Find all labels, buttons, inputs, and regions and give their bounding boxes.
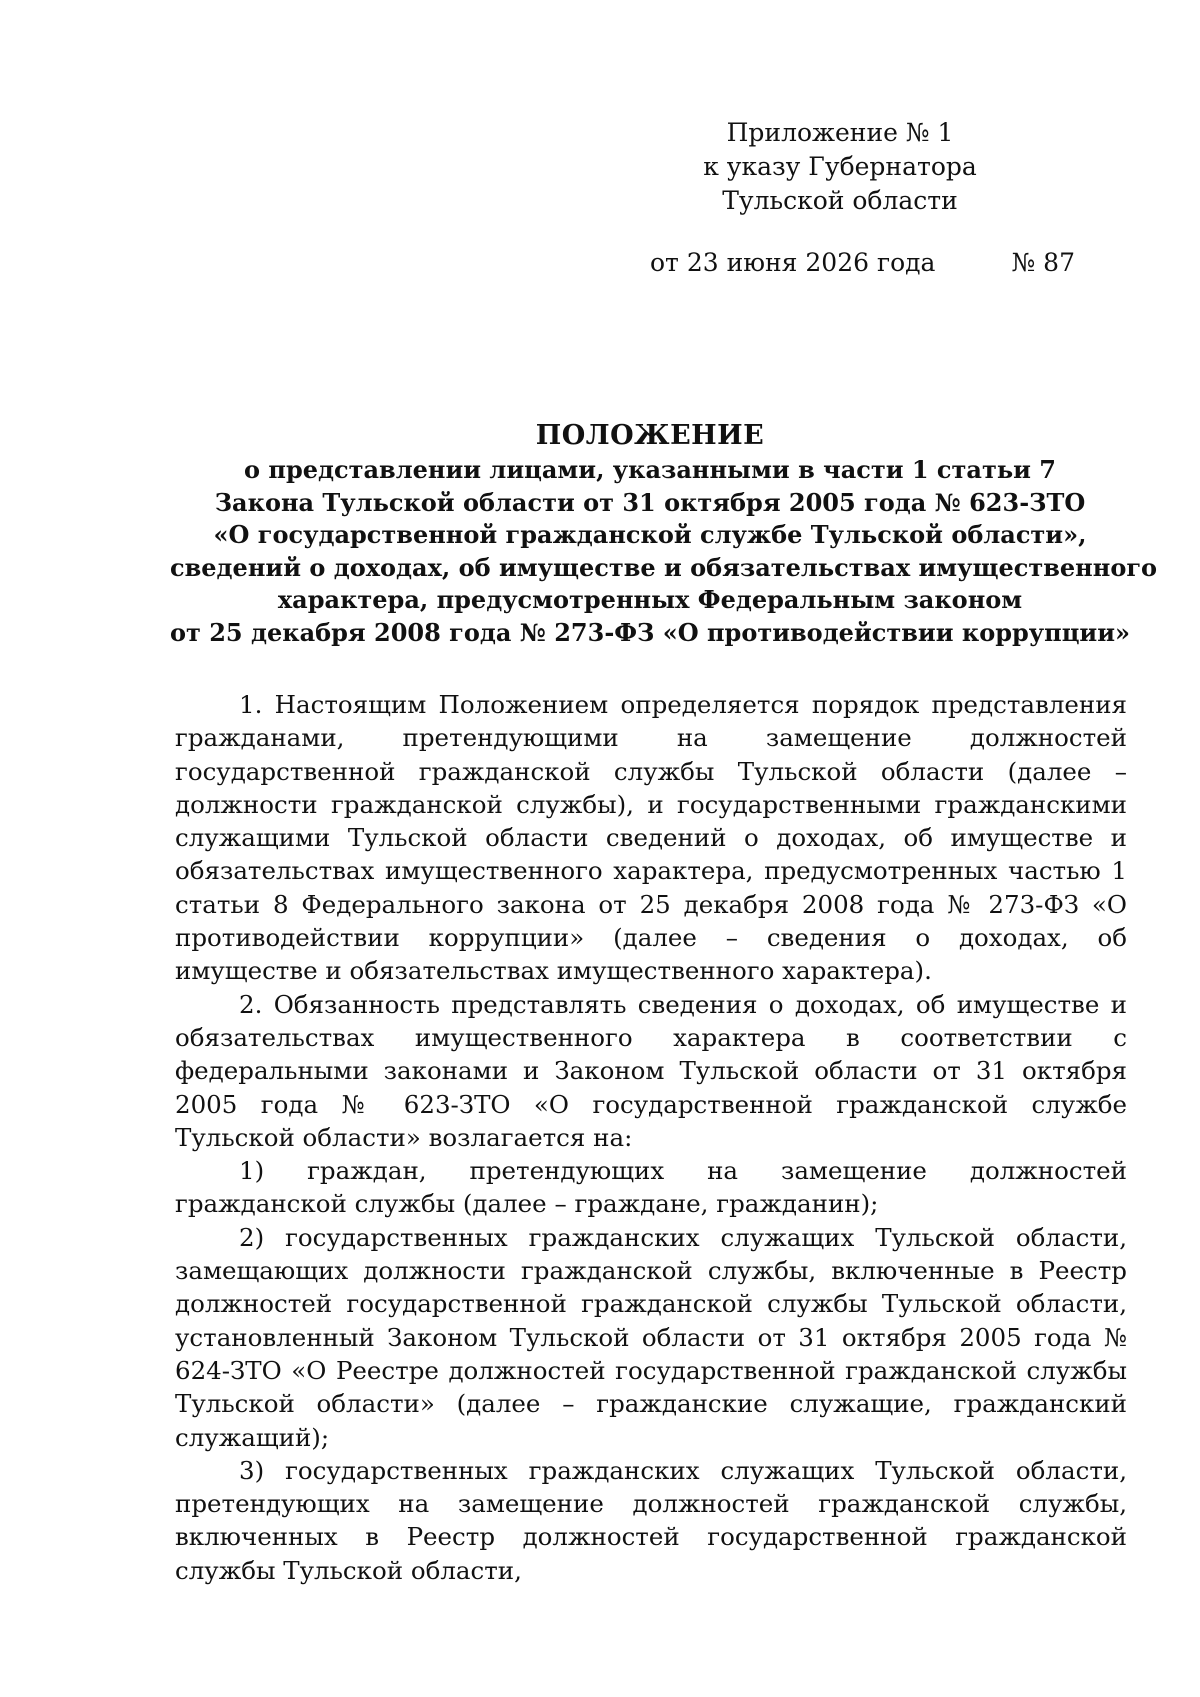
decree-date: от 23 июня 2026 года — [650, 248, 936, 277]
subtitle-line: сведений о доходах, об имуществе и обязательствах имущественного — [170, 552, 1158, 582]
annex-region: Тульской области — [722, 186, 958, 215]
subtitle-line: от 25 декабря 2008 года № 273-ФЗ «О противодействии коррупции» — [170, 617, 1131, 647]
paragraph-2: 2. Обязанность представлять сведения о доходах, об имуществе и обязательствах имущественного характера в соответствии с федеральными законами и Законом Тульской области от 31 октября 2005 года № 623-ЗТО «О государственной гражданской службе Тульской области» возлагается на: — [175, 989, 1127, 1152]
annex-decree-ref: к указу Губернатора — [703, 152, 977, 181]
annex-number: Приложение № 1 — [726, 118, 954, 147]
document-title: ПОЛОЖЕНИЕ — [535, 420, 765, 451]
document-title-block — [170, 418, 1158, 649]
document-subtitle — [170, 454, 1158, 649]
decree-number: № 87 — [1011, 248, 1075, 277]
subtitle-line: «О государственной гражданской службе Тульской области», — [213, 520, 1087, 549]
document-body — [175, 688, 1127, 1587]
subtitle-line: о представлении лицами, указанными в части 1 статьи 7 — [244, 455, 1056, 484]
subtitle-line: характера, предусмотренных Федеральным законом — [277, 585, 1023, 614]
list-item-3: 3) государственных гражданских служащих Тульской области, претендующих на замещение должностей гражданской службы, включенных в Реестр должностей государственной гражданской службы Тульской области, — [175, 1455, 1127, 1585]
paragraph-1: 1. Настоящим Положением определяется порядок представления гражданами, претендующими на замещение должностей государственной гражданской службы Тульской области (далее – должности гражданской службы), и государственными гражданскими служащими Тульской области сведений о доходах, об имуществе и обязательствах имущественного характера, предусмотренных частью 1 статьи 8 Федерального закона от 25 декабря 2008 года № 273-ФЗ «О противодействии коррупции» (далее – сведения о доходах, об имуществе и обязательствах имущественного характера). — [175, 690, 1127, 986]
subtitle-line: Закона Тульской области от 31 октября 2005 года № 623-ЗТО — [214, 487, 1086, 517]
list-item-1: 1) граждан, претендующих на замещение должностей гражданской службы (далее – граждане, гражданин); — [175, 1156, 1127, 1219]
list-item-2: 2) государственных гражданских служащих Тульской области, замещающих должности гражданской службы, включенные в Реестр должностей государственной гражданской службы Тульской области, установленный Законом Тульской области от 31 октября 2005 года № 624-ЗТО «О Реестре должностей государственной гражданской службы Тульской области» (далее – гражданские служащие, гражданский служащий); — [175, 1222, 1127, 1452]
annex-block — [660, 116, 1020, 218]
